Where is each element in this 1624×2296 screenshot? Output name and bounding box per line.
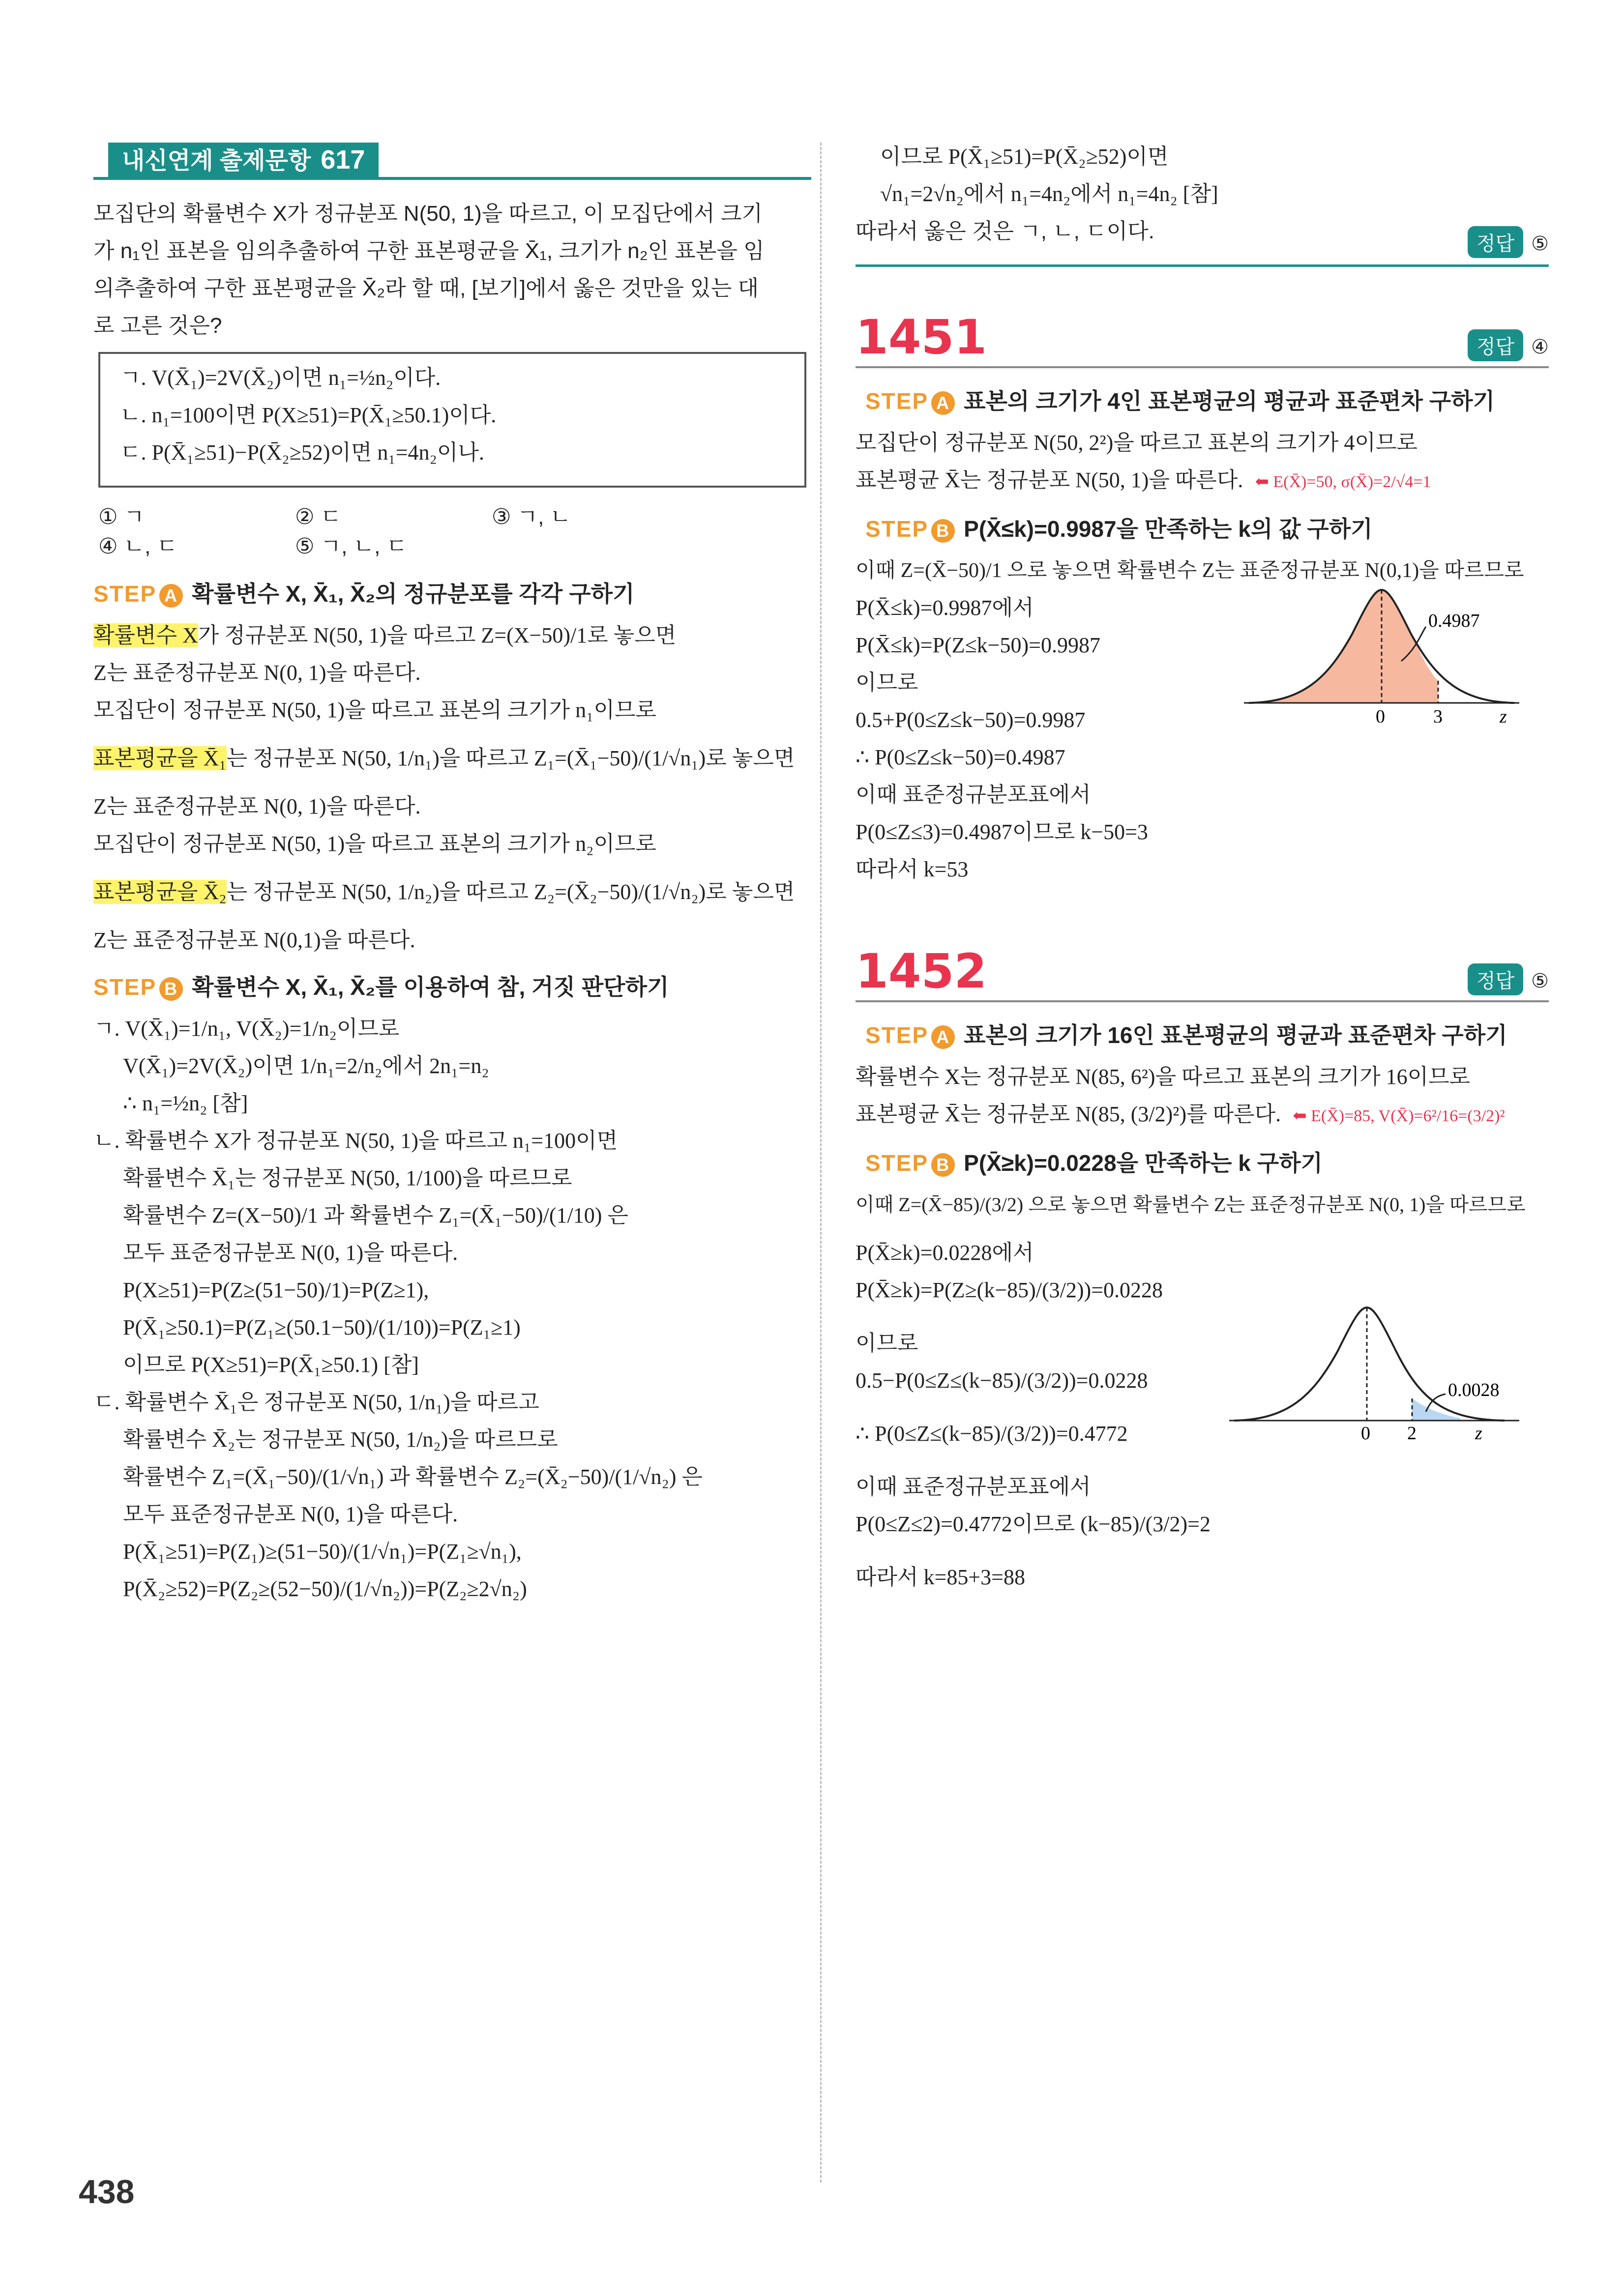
step-label-text: STEP: [93, 581, 157, 607]
step-letter-badge: B: [931, 1153, 955, 1177]
step-a-line: 모집단이 정규분포 N(50, 1)을 따르고 표본의 크기가 n₁이므로: [93, 698, 657, 722]
problem-text: [93, 200, 811, 340]
answer-chip: 정답: [1468, 329, 1523, 361]
answer-chip: 정답: [1468, 963, 1523, 995]
step-a-line: Z는 표준정규분포 N(0,1)을 따른다.: [93, 928, 415, 952]
section-rule: [856, 264, 1549, 267]
continuation-answer: [1468, 226, 1549, 258]
step-a-line: Z는 표준정규분포 N(0, 1)을 따른다.: [93, 794, 421, 818]
step-b-title: 확률변수 X, X̄₁, X̄₂를 이용하여 참, 거짓 판단하기: [192, 974, 669, 1000]
highlight: 표본평균을 X̄₂: [93, 880, 227, 904]
answer-value: ⑤: [1531, 970, 1549, 992]
step-b-line: 확률변수 X̄₂는 정규분포 N(50, 1/n₂)을 따르므로: [123, 1427, 558, 1452]
answer-value: ⑤: [1531, 233, 1549, 255]
problem-answer: [1468, 329, 1549, 361]
step-b-line: P(X̄₂≥52)=P(Z₂≥(52−50)/(1/√n₂))=P(Z₂≥2√n₂): [123, 1577, 527, 1601]
shaded-area: [1249, 590, 1438, 703]
step-b-title: P(X̄≥k)=0.0228을 만족하는 k 구하기: [964, 1150, 1323, 1176]
step-a-line: 모집단이 정규분포 N(50, 2²)을 따르고 표본의 크기가 4이므로: [856, 431, 1417, 455]
step-a-line: [93, 744, 811, 773]
step-b-line: ㄱ. V(X̄₁)=1/n₁, V(X̄₂)=1/n₂이므로: [93, 1017, 400, 1041]
step-a-label: [865, 388, 955, 414]
step-b-body: [93, 1015, 811, 1603]
answer-choices: [98, 502, 811, 561]
choice-4[interactable]: ④ ㄴ, ㄷ: [98, 534, 178, 558]
tick-zero: 0: [1361, 1423, 1370, 1440]
step-b-label: [865, 516, 955, 542]
step-b-line: 이므로: [856, 1331, 918, 1355]
step-a-line: 확률변수 X는 정규분포 N(85, 6²)을 따르고 표본의 크기가 16이므로: [856, 1065, 1471, 1089]
continuation: [856, 143, 1549, 270]
step-b-label: [865, 1150, 955, 1176]
step-label-text: STEP: [865, 1022, 929, 1048]
shaded-tail: [1412, 1398, 1460, 1421]
area-label: 0.4987: [1428, 610, 1480, 631]
normal-curve-1451: [1244, 575, 1519, 723]
step-b-line: 이때 Z=(X̄−50)/1 으로 놓으면 확률변수 Z는 표준정규분포 N(0,1)을 따르므로: [856, 559, 1524, 582]
step-a-heading: [865, 383, 1549, 416]
problem-tag: [108, 143, 379, 177]
step-b-line: 확률변수 Z₁=(X̄₁−50)/(1/√n₁) 과 확률변수 Z₂=(X̄₂−50)/(1/√n₂) 은: [123, 1465, 703, 1489]
step-a-line: [856, 466, 1549, 496]
problem-line: 로 고른 것은?: [93, 314, 222, 338]
step-b-line: 이므로 P(X≥51)=P(X̄₁≥50.1) [참]: [123, 1353, 419, 1377]
normal-curve-1452: [1229, 1298, 1524, 1440]
choice-1[interactable]: ① ㄱ: [98, 505, 145, 529]
step-a-label: [865, 1022, 955, 1048]
problem-line: 가 n₁인 표본을 임의추출하여 구한 표본평균을 X̄₁, 크기가 n₂인 표본을 임: [93, 239, 765, 263]
problem-answer: [1468, 963, 1549, 995]
step-b-line: P(0≤Z≤2)=0.4772이므로 (k−85)/(3/2)=2: [856, 1512, 1211, 1536]
tick-three: 3: [1433, 706, 1443, 723]
step-b-line: P(X≥51)=P(Z≥(51−50)/1)=P(Z≥1),: [123, 1278, 429, 1302]
step-letter-badge: B: [159, 977, 183, 1001]
highlight: 표본평균을 X̄₁: [93, 746, 227, 770]
step-b-line: 모두 표준정규분포 N(0, 1)을 따른다.: [123, 1502, 458, 1526]
highlight: 확률변수 X: [93, 623, 198, 647]
problem-tag-label: 내신연계 출제문항: [122, 148, 311, 174]
step-b-heading: [865, 1145, 1549, 1178]
step-a-text: 가 정규분포 N(50, 1)을 따르고 Z=(X−50)/1로 놓으면: [198, 623, 677, 647]
step-letter-badge: A: [931, 391, 955, 415]
problem-header: [93, 143, 811, 180]
answer-value: ④: [1531, 336, 1549, 358]
step-b-title: P(X̄≤k)=0.9987을 만족하는 k의 값 구하기: [964, 516, 1373, 542]
continuation-line: 따라서 옳은 것은 ㄱ, ㄴ, ㄷ이다.: [856, 219, 1154, 243]
step-a-text: 표본평균 X̄는 정규분포 N(85, (3/2)²)를 따른다.: [856, 1102, 1281, 1126]
problem-number: 1452: [856, 944, 987, 999]
problem-1452: [856, 944, 1549, 1779]
step-a-body: [93, 621, 811, 955]
step-a-title: 표본의 크기가 4인 표본평균의 평균과 표준편차 구하기: [964, 388, 1495, 414]
page-number: 438: [79, 2173, 135, 2210]
step-b-line: P(0≤Z≤3)=0.4987이므로 k−50=3: [856, 820, 1148, 844]
step-b-line: ㄷ. 확률변수 X̄₁은 정규분포 N(50, 1/n₁)을 따르고: [93, 1390, 539, 1414]
step-b-line: 이때 표준정규분포표에서: [856, 1475, 1091, 1499]
column-divider: [820, 143, 822, 2182]
bell-curve: [1234, 1308, 1505, 1421]
problem-line: 의추출하여 구한 표본평균을 X̄₂라 할 때, [보기]에서 옳은 것만을 있는 대: [93, 276, 759, 300]
bogi-item: ㄱ. V(X̄₁)=2V(X̄₂)이면 n₁=½n₂이다.: [120, 366, 441, 390]
step-b-line: P(X̄₁≥51)=P(Z₁)≥(51−50)/(1/√n₁)=P(Z₁≥√n₁),: [123, 1540, 522, 1564]
choice-2[interactable]: ② ㄷ: [295, 505, 342, 529]
continuation-line: √n₁=2√n₂에서 n₁=4n₂에서 n₁=4n₂ [참]: [880, 182, 1218, 206]
step-b-line: 따라서 k=85+3=88: [856, 1565, 1025, 1589]
step-a-text: 는 정규분포 N(50, 1/n₂)을 따르고 Z₂=(X̄₂−50)/(1/√n₂)로 놓으면: [226, 880, 795, 904]
axis-z-label: z: [1500, 706, 1507, 723]
step-letter-badge: A: [931, 1025, 955, 1049]
step-label-text: STEP: [865, 388, 929, 414]
step-letter-badge: B: [931, 519, 955, 543]
continuation-line: 이므로 P(X̄₁≥51)=P(X̄₂≥52)이면: [880, 145, 1169, 169]
step-b-line: 확률변수 Z=(X−50)/1 과 확률변수 Z₁=(X̄₁−50)/(1/10) 은: [123, 1203, 628, 1227]
step-label-text: STEP: [93, 974, 157, 1000]
bogi-box: [98, 352, 806, 488]
bogi-item: ㄴ. n₁=100이면 P(X≥51)=P(X̄₁≥50.1)이다.: [120, 403, 497, 427]
tick-two: 2: [1407, 1423, 1417, 1440]
step-a-label: [93, 581, 183, 607]
step-b-line: ㄴ. 확률변수 X가 정규분포 N(50, 1)을 따르고 n₁=100이면: [93, 1129, 618, 1153]
tick-zero: 0: [1376, 706, 1385, 723]
step-b-line: P(X̄₁≥50.1)=P(Z₁≥(50.1−50)/(1/10))=P(Z₁≥1): [123, 1315, 521, 1339]
step-b-line: 이므로: [856, 670, 918, 695]
step-a-line: [856, 1100, 1549, 1131]
step-a-title: 표본의 크기가 16인 표본평균의 평균과 표준편차 구하기: [964, 1022, 1507, 1048]
step-b-line: 따라서 k=53: [856, 857, 969, 881]
step-a-line: [93, 621, 811, 650]
side-note: ⬅ E(X̄)=85, V(X̄)=6²/16=(3/2)²: [1293, 1107, 1505, 1125]
step-b-line: ∴ P(0≤Z≤k−50)=0.4987: [856, 745, 1065, 769]
section-rule: [856, 1000, 1549, 1002]
left-column: [93, 143, 811, 1612]
step-a-line: [93, 878, 811, 906]
step-b-heading: [865, 511, 1549, 544]
side-note: ⬅ E(X̄)=50, σ(X̄)=2/√4=1: [1255, 473, 1431, 491]
step-b-line: 0.5−P(0≤Z≤(k−85)/(3/2))=0.0228: [856, 1368, 1148, 1393]
step-b-line: P(X̄≥k)=P(Z≥(k−85)/(3/2))=0.0228: [856, 1278, 1163, 1302]
step-a-line: Z는 표준정규분포 N(0, 1)을 따른다.: [93, 661, 421, 685]
step-a-heading: [93, 576, 811, 609]
step-b-line: P(X̄≤k)=P(Z≤k−50)=0.9987: [856, 633, 1100, 657]
step-b-line: 모두 표준정규분포 N(0, 1)을 따른다.: [123, 1241, 458, 1265]
step-b-line: 이때 Z=(X̄−85)/(3/2) 으로 놓으면 확률변수 Z는 표준정규분포 N(0, 1)을 따르므로: [856, 1193, 1526, 1216]
area-label: 0.0028: [1448, 1380, 1500, 1400]
problem-tag-number: 617: [321, 145, 365, 174]
step-b-label: [93, 974, 183, 1000]
step-b-line: 확률변수 X̄₁는 정규분포 N(50, 1/100)을 따르므로: [123, 1166, 572, 1190]
problem-line: 모집단의 확률변수 X가 정규분포 N(50, 1)을 따르고, 이 모집단에서 크기: [93, 202, 763, 226]
section-rule: [856, 366, 1549, 368]
step-b-line: V(X̄₁)=2V(X̄₂)이면 1/n₁=2/n₂에서 2n₁=n₂: [123, 1054, 489, 1078]
step-b-line: P(X̄≤k)=0.9987에서: [856, 596, 1034, 620]
step-label-text: STEP: [865, 516, 929, 542]
step-b-line: 이때 표준정규분포표에서: [856, 783, 1091, 807]
step-letter-badge: A: [159, 584, 183, 608]
right-column: [856, 143, 1549, 1779]
problem-1451: [856, 310, 1549, 924]
step-a-text: 는 정규분포 N(50, 1/n₁)을 따르고 Z₁=(X̄₁−50)/(1/√n₁)로 놓으면: [226, 746, 795, 770]
step-a-text: 표본평균 X̄는 정규분포 N(50, 1)을 따른다.: [856, 468, 1243, 492]
step-b-line: P(X̄≥k)=0.0228에서: [856, 1241, 1034, 1265]
answer-chip: 정답: [1468, 226, 1523, 258]
step-b-line: 0.5+P(0≤Z≤k−50)=0.9987: [856, 708, 1086, 732]
step-a-line: 모집단이 정규분포 N(50, 1)을 따르고 표본의 크기가 n₂이므로: [93, 832, 657, 856]
step-b-heading: [93, 969, 811, 1002]
choice-3[interactable]: ③ ㄱ, ㄴ: [492, 505, 571, 529]
step-a-heading: [865, 1017, 1549, 1050]
step-b-line: ∴ P(0≤Z≤(k−85)/(3/2))=0.4772: [856, 1422, 1128, 1446]
step-a-title: 확률변수 X, X̄₁, X̄₂의 정규분포를 각각 구하기: [192, 581, 635, 607]
axis-z-label: z: [1475, 1423, 1482, 1440]
choice-5[interactable]: ⑤ ㄱ, ㄴ, ㄷ: [295, 534, 408, 558]
step-label-text: STEP: [865, 1150, 929, 1176]
step-b-line: ∴ n₁=½n₂ [참]: [123, 1091, 248, 1115]
problem-number: 1451: [856, 310, 987, 365]
bogi-item: ㄷ. P(X̄₁≥51)−P(X̄₂≥52)이면 n₁=4n₂이나.: [120, 440, 484, 465]
